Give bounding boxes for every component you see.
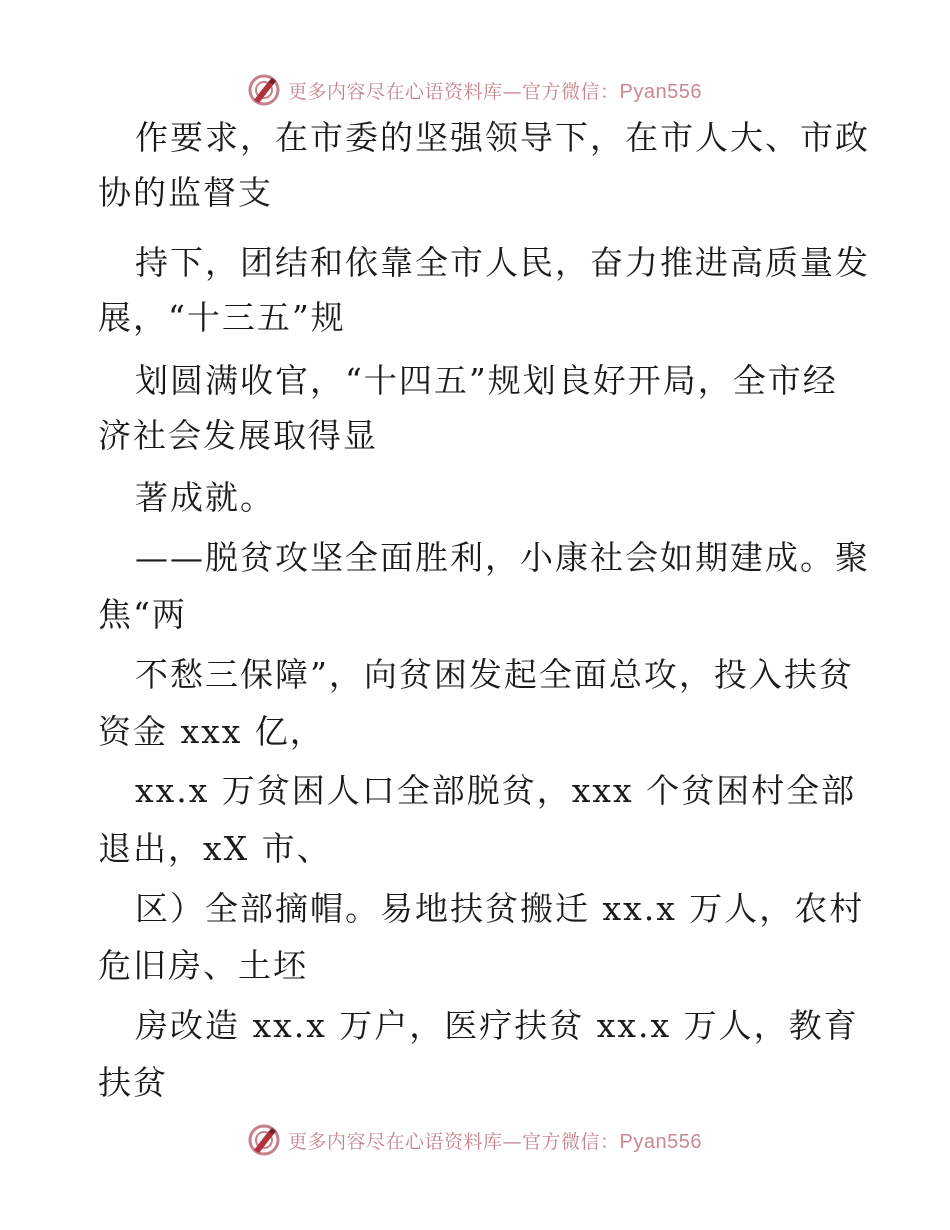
text-line: 持下，团结和依靠全市人民，奋力推进高质量发	[135, 243, 870, 282]
text-line: 焦“两	[98, 595, 187, 634]
text-line: 济社会发展取得显	[98, 416, 378, 455]
pen-logo-icon	[248, 74, 280, 106]
text-line: 区）全部摘帽。易地扶贫搬迁 xx.x 万人，农村	[135, 889, 865, 928]
text-line: 资金 xxx 亿，	[98, 712, 325, 751]
pen-logo-icon	[248, 1124, 280, 1156]
text-line: 划圆满收官，“十四五”规划良好开局，全市经	[135, 361, 838, 400]
text-line: 协的监督支	[98, 173, 273, 212]
text-line: 扶贫	[98, 1063, 168, 1102]
text-line: ——脱贫攻坚全面胜利，小康社会如期建成。聚	[135, 538, 870, 577]
watermark-text: 更多内容尽在心语资料库—官方微信：Pyan556	[288, 80, 702, 103]
text-line: 作要求，在市委的坚强领导下，在市人大、市政	[135, 118, 870, 157]
text-line: 危旧房、土坯	[98, 946, 308, 985]
footer-watermark	[0, 1120, 950, 1160]
text-line: xx.x 万贫困人口全部脱贫，xxx 个贫困村全部	[135, 771, 857, 810]
text-line: 房改造 xx.x 万户，医疗扶贫 xx.x 万人，教育	[135, 1006, 859, 1045]
text-line: 退出，xX 市、	[98, 829, 332, 868]
text-line: 不愁三保障”，向贫困发起全面总攻，投入扶贫	[135, 655, 854, 694]
text-line: 展，“十三五”规	[98, 298, 346, 337]
text-line: 著成就。	[135, 478, 275, 517]
watermark-text: 更多内容尽在心语资料库—官方微信：Pyan556	[288, 1130, 702, 1153]
header-watermark	[0, 70, 950, 110]
